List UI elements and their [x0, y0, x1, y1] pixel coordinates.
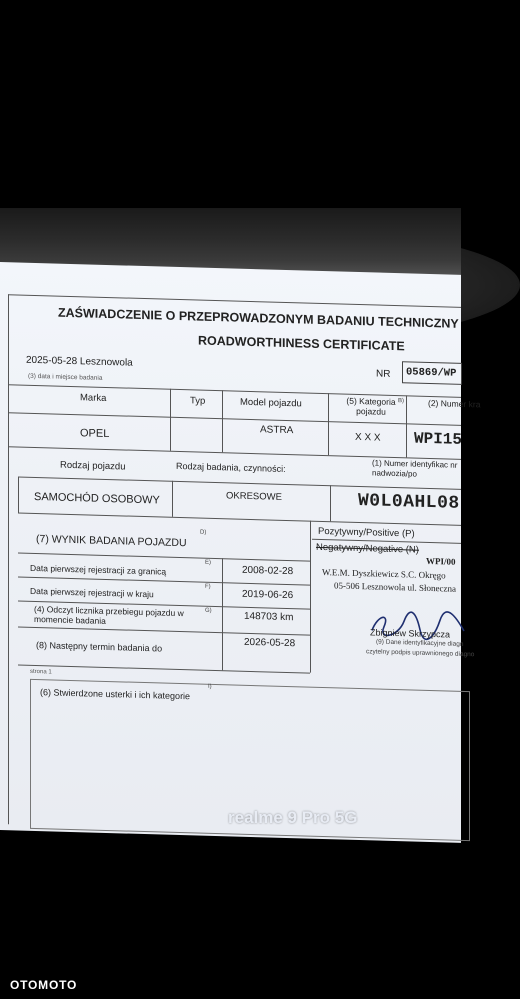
next-test-value: 2026-05-28: [244, 636, 296, 650]
header-model: Model pojazdu: [240, 396, 302, 410]
camera-watermark: realme 9 Pro 5G: [228, 808, 358, 827]
station-line-2: 05-506 Lesznowola ul. Słoneczna: [334, 580, 456, 594]
result-negative: Negatywny/Negative (N): [316, 541, 419, 556]
result-positive: Pozytywny/Positive (P): [318, 525, 415, 540]
certificate-document: [0, 262, 481, 843]
test-type: OKRESOWE: [226, 490, 282, 503]
header-marka: Marka: [80, 392, 107, 404]
first-reg-abroad-label: Data pierwszej rejestracji za granicą: [30, 562, 167, 577]
certificate-number-box: [402, 361, 462, 385]
certificate-number-label: NR: [376, 368, 391, 380]
odometer-value: 148703 km: [244, 610, 294, 624]
inspector-line-1: (9) Dane identyfikacyjne diagn: [376, 638, 464, 648]
first-reg-abroad-value: 2008-02-28: [242, 564, 294, 578]
vin-number: W0L0AHL08: [358, 490, 460, 514]
odometer-sup: G): [205, 607, 212, 614]
test-date-place: 2025-05-28 Lesznowola: [26, 354, 133, 369]
vehicle-make: OPEL: [80, 427, 110, 441]
odometer-label: (4) Odczyt licznika przebiegu pojazdu w momencie badania: [34, 603, 184, 626]
header-typ: Typ: [190, 395, 206, 407]
defects-label: (6) Stwierdzone usterki i ich kategorie: [40, 687, 191, 702]
first-reg-country-sup: F): [205, 583, 211, 590]
station-code: WPI/00: [426, 555, 456, 567]
vehicle-type: SAMOCHÓD OSOBOWY: [34, 490, 160, 507]
registration-number: WPI15: [414, 429, 463, 449]
page-number: strona 1: [30, 668, 52, 676]
header-rodzaj-pojazdu: Rodzaj pojazdu: [60, 459, 126, 473]
next-test-label: (8) Następny termin badania do: [36, 640, 163, 654]
header-vin: (1) Numer identyfikac nr nadwozia/po: [372, 458, 458, 479]
first-reg-country-value: 2019-06-26: [242, 588, 294, 602]
certificate-title: ZAŚWIADCZENIE O PRZEPROWADZONYM BADANIU TECHNICZNY: [58, 305, 459, 331]
inspector-line-2: czytelny podpis uprawnionego diagno: [366, 648, 475, 659]
header-numer: (2) Numer kra: [428, 397, 481, 410]
test-date-place-label: (3) data i miejsce badania: [28, 372, 103, 382]
header-rodzaj-badania: Rodzaj badania, czynności:: [176, 460, 286, 474]
result-sup: D): [200, 529, 207, 536]
vehicle-model: ASTRA: [260, 424, 294, 437]
vehicle-category: X X X: [355, 431, 381, 444]
otomoto-logo: OTOMOTO: [10, 978, 78, 992]
header-kategoria-sup: B): [398, 398, 404, 405]
certificate-number: 05869/WP: [406, 366, 457, 380]
certificate-subtitle: ROADWORTHINESS CERTIFICATE: [198, 333, 405, 354]
result-label: (7) WYNIK BADANIA POJAZDU: [36, 533, 187, 550]
inspector-name: Zbigniew Skrzypcza: [370, 627, 451, 640]
defects-sup: I): [208, 683, 212, 690]
first-reg-country-label: Data pierwszej rejestracji w kraju: [30, 585, 154, 600]
header-kategoria: (5) Kategoria pojazdu: [346, 395, 396, 417]
first-reg-abroad-sup: E): [205, 559, 211, 566]
station-line-1: W.E.M. Dyszkiewicz S.C. Okręgo: [322, 566, 446, 581]
